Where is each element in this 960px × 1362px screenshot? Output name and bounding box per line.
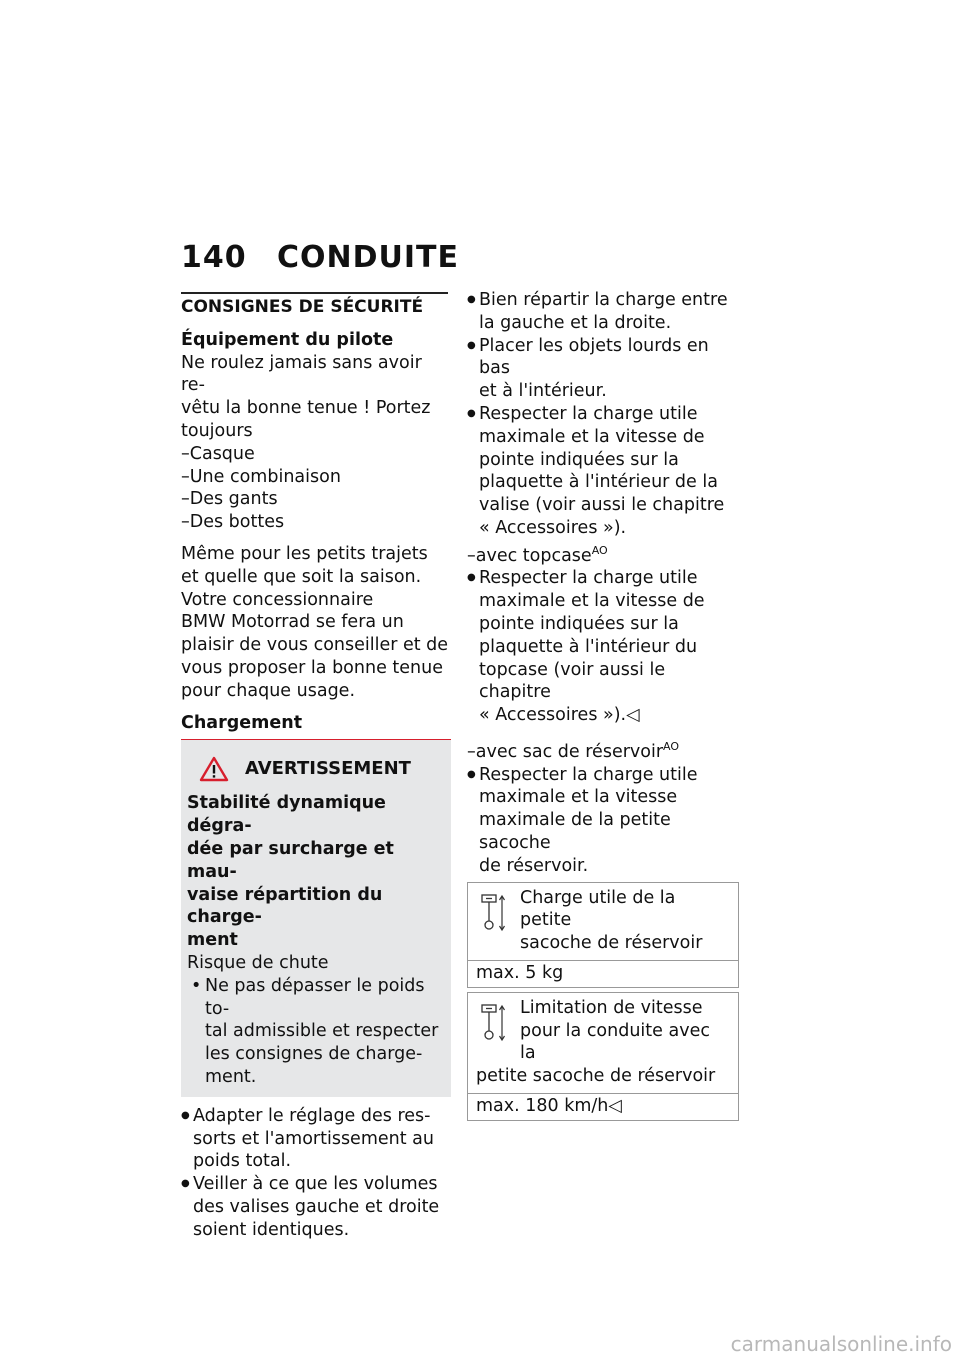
text-line: vous proposer la bonne tenue <box>181 657 443 678</box>
page-header <box>181 240 459 275</box>
bullet-item <box>181 1173 451 1241</box>
text-line: « Accessoires »). <box>479 517 627 538</box>
bullet-item <box>467 567 739 727</box>
equipment-title: Équipement du pilote <box>181 329 394 350</box>
text-line: ment. <box>205 1066 257 1087</box>
text-line: ● Bien répartir la charge entre <box>479 290 728 310</box>
text-line: petite sacoche de réservoir <box>476 1066 716 1087</box>
text-line: ment <box>187 930 238 951</box>
section-title: CONSIGNES DE SÉCURITÉ <box>181 297 424 317</box>
text-line: BMW Motorrad se fera un <box>181 612 404 633</box>
spec-value: max. 5 kg <box>468 960 738 987</box>
spec-box-payload <box>467 882 739 988</box>
text-line: tal admissible et respecter <box>205 1021 439 1042</box>
text-line: maximale et la vitesse de <box>479 591 705 612</box>
condition-label: –avec topcase <box>467 545 592 566</box>
text-line: Même pour les petits trajets <box>181 543 428 564</box>
text-line: sacoche de réservoir <box>520 933 703 954</box>
text-line: « Accessoires »).◁ <box>479 705 640 726</box>
chapter-title: CONDUITE <box>277 240 460 275</box>
warning-bullet <box>187 975 445 1089</box>
option-superscript: AO <box>663 739 680 753</box>
text-line: maximale et la vitesse de <box>479 426 705 447</box>
text-line: Limitation de vitesse <box>520 997 703 1018</box>
text-line: soient identiques. <box>193 1219 350 1240</box>
text-line: poids total. <box>193 1151 292 1172</box>
text-line: toujours <box>181 420 253 441</box>
topcase-condition <box>467 540 739 568</box>
text-line: la gauche et la droite. <box>479 312 672 333</box>
text-line: et à l'intérieur. <box>479 381 607 402</box>
warning-risk: Risque de chute <box>187 952 329 973</box>
warning-box <box>181 739 451 1096</box>
spec-box-speed <box>467 992 739 1121</box>
text-line: Votre concessionnaire <box>181 589 374 610</box>
condition-label: –avec sac de réservoir <box>467 741 664 762</box>
luggage-speed-icon <box>480 1003 506 1043</box>
equipment-paragraph <box>181 543 451 703</box>
text-line: dée par surcharge et mau- <box>187 838 394 882</box>
tankbag-condition <box>467 736 739 764</box>
text-line: valise (voir aussi le chapitre <box>479 495 725 516</box>
warning-title <box>187 792 445 952</box>
text-line: ● Veiller à ce que les volumes <box>193 1174 438 1195</box>
list-item: –Une combinaison <box>181 466 341 487</box>
text-line: topcase (voir aussi le chapitre <box>479 659 666 703</box>
text-line: ● Respecter la charge utile <box>479 403 698 424</box>
equipment-text <box>181 352 451 443</box>
bullet-item <box>467 289 739 335</box>
text-line: des valises gauche et droite <box>193 1196 440 1217</box>
text-line: plaquette à l'intérieur du <box>479 636 698 657</box>
text-line: et quelle que soit la saison. <box>181 566 422 587</box>
text-line: plaquette à l'intérieur de la <box>479 472 718 493</box>
warning-triangle-icon <box>199 756 229 782</box>
text-line: sorts et l'amortissement au <box>193 1128 434 1149</box>
text-line: Ne roulez jamais sans avoir re- <box>181 352 422 396</box>
page-number: 140 <box>181 240 247 275</box>
spec-label-row <box>468 883 738 960</box>
luggage-weight-icon <box>480 893 506 933</box>
bullet-item <box>467 335 739 403</box>
option-superscript: AO <box>591 543 608 557</box>
text-line: Stabilité dynamique dégra- <box>187 793 386 837</box>
text-line: ● Adapter le réglage des res- <box>193 1105 431 1126</box>
text-line: vaise répartition du charge- <box>187 884 383 928</box>
text-line: pour la conduite avec la <box>520 1020 710 1064</box>
spec-value: max. 180 km/h◁ <box>468 1093 738 1120</box>
text-line: • Ne pas dépasser le poids to- <box>205 975 425 1019</box>
text-line: ● Respecter la charge utile <box>479 568 698 589</box>
list-item: –Casque <box>181 443 255 464</box>
text-line: de réservoir. <box>479 855 589 876</box>
text-line: pointe indiquées sur la <box>479 613 679 634</box>
text-line: ● Placer les objets lourds en bas <box>479 335 709 379</box>
list-item: –Des gants <box>181 489 278 510</box>
text-line: maximale de la petite sacoche <box>479 810 671 853</box>
bullet-item <box>467 403 739 540</box>
spec-label-row <box>468 993 738 1093</box>
text-line: maximale et la vitesse <box>479 787 678 808</box>
text-line: ● Respecter la charge utile <box>479 764 698 785</box>
equipment-list <box>181 443 451 534</box>
bullet-item <box>467 764 739 878</box>
text-line: plaisir de vous conseiller et de <box>181 635 449 656</box>
left-column <box>181 296 451 1241</box>
text-line: les consignes de charge- <box>205 1044 423 1065</box>
warning-header <box>187 748 445 790</box>
text-line: vêtu la bonne tenue ! Portez <box>181 398 431 419</box>
text-line: Charge utile de la petite <box>520 887 676 931</box>
watermark: carmanualsonline.info <box>730 1332 952 1356</box>
right-column <box>467 289 739 1121</box>
text-line: pointe indiquées sur la <box>479 449 679 470</box>
list-item: –Des bottes <box>181 512 285 533</box>
text-line: pour chaque usage. <box>181 680 356 701</box>
warning-label: AVERTISSEMENT <box>245 757 411 779</box>
bullet-item <box>181 1105 451 1173</box>
header-rule <box>181 292 448 294</box>
loading-title: Chargement <box>181 712 303 733</box>
